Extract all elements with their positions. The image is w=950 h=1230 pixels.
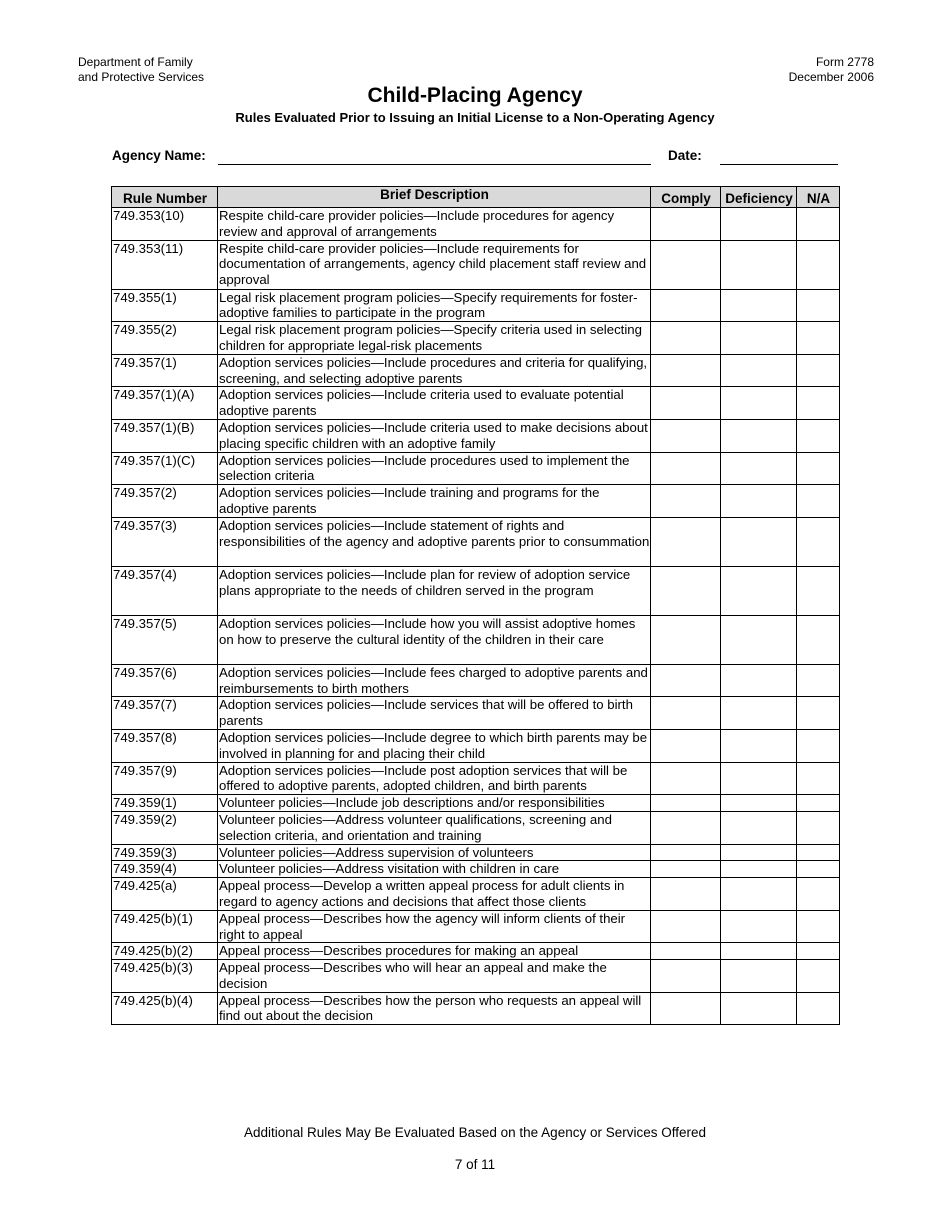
deficiency-cell[interactable] bbox=[721, 452, 797, 485]
table-row bbox=[112, 615, 840, 664]
na-cell[interactable] bbox=[797, 795, 840, 812]
form-info bbox=[789, 55, 874, 84]
rule-number-cell: 749.359(4) bbox=[112, 861, 218, 878]
deficiency-cell[interactable] bbox=[721, 387, 797, 420]
na-cell[interactable] bbox=[797, 208, 840, 241]
table-row bbox=[112, 452, 840, 485]
comply-cell[interactable] bbox=[651, 615, 721, 664]
table-row bbox=[112, 419, 840, 452]
comply-cell[interactable] bbox=[651, 322, 721, 355]
comply-cell[interactable] bbox=[651, 289, 721, 322]
deficiency-cell[interactable] bbox=[721, 960, 797, 993]
na-cell[interactable] bbox=[797, 452, 840, 485]
na-cell[interactable] bbox=[797, 485, 840, 518]
table-row bbox=[112, 910, 840, 943]
comply-cell[interactable] bbox=[651, 485, 721, 518]
comply-cell[interactable] bbox=[651, 697, 721, 730]
column-header-na: N/A bbox=[797, 187, 840, 208]
table-row bbox=[112, 762, 840, 795]
table-row bbox=[112, 992, 840, 1025]
deficiency-cell[interactable] bbox=[721, 419, 797, 452]
comply-cell[interactable] bbox=[651, 208, 721, 241]
rule-number-cell: 749.357(1) bbox=[112, 354, 218, 387]
table-row bbox=[112, 861, 840, 878]
table-row bbox=[112, 322, 840, 355]
rule-number-cell: 749.425(b)(3) bbox=[112, 960, 218, 993]
form-date: December 2006 bbox=[788, 69, 874, 84]
comply-cell[interactable] bbox=[651, 943, 721, 960]
form-number: Form 2778 bbox=[815, 55, 874, 69]
deficiency-cell[interactable] bbox=[721, 517, 797, 566]
page-number: 7 of 11 bbox=[454, 1157, 496, 1172]
description-cell: Volunteer policies—Address supervision of volunteers bbox=[218, 844, 651, 861]
rule-number-cell: 749.359(3) bbox=[112, 844, 218, 861]
department-line-2: and Protective Services bbox=[78, 69, 205, 84]
rule-number-cell: 749.425(b)(2) bbox=[112, 943, 218, 960]
rule-number-cell: 749.357(6) bbox=[112, 664, 218, 697]
comply-cell[interactable] bbox=[651, 354, 721, 387]
description-cell: Adoption services policies—Include procedures and criteria for qualifying, screening, and selecting adoptive parents bbox=[218, 354, 651, 387]
table-row bbox=[112, 240, 840, 289]
comply-cell[interactable] bbox=[651, 861, 721, 878]
comply-cell[interactable] bbox=[651, 878, 721, 911]
comply-cell[interactable] bbox=[651, 844, 721, 861]
rule-number-cell: 749.357(3) bbox=[112, 517, 218, 566]
rule-number-cell: 749.357(1)(A) bbox=[112, 387, 218, 420]
rules-table-body bbox=[112, 208, 840, 1025]
page-title: Child-Placing Agency bbox=[367, 84, 583, 107]
deficiency-cell[interactable] bbox=[721, 811, 797, 844]
comply-cell[interactable] bbox=[651, 795, 721, 812]
description-cell: Volunteer policies—Include job descriptions and/or responsibilities bbox=[218, 795, 651, 812]
table-row bbox=[112, 943, 840, 960]
comply-cell[interactable] bbox=[651, 240, 721, 289]
na-cell[interactable] bbox=[797, 615, 840, 664]
department-line-1: Department of Family bbox=[78, 55, 193, 69]
table-row bbox=[112, 811, 840, 844]
rules-table bbox=[111, 186, 840, 1025]
table-row bbox=[112, 795, 840, 812]
na-cell[interactable] bbox=[797, 697, 840, 730]
rule-number-cell: 749.357(4) bbox=[112, 566, 218, 615]
rule-number-cell: 749.359(2) bbox=[112, 811, 218, 844]
rule-number-cell: 749.357(7) bbox=[112, 697, 218, 730]
na-cell[interactable] bbox=[797, 811, 840, 844]
rule-number-cell: 749.357(8) bbox=[112, 729, 218, 762]
na-cell[interactable] bbox=[797, 387, 840, 420]
na-cell[interactable] bbox=[797, 762, 840, 795]
rule-number-cell: 749.425(b)(1) bbox=[112, 910, 218, 943]
comply-cell[interactable] bbox=[651, 517, 721, 566]
rule-number-cell: 749.353(10) bbox=[112, 208, 218, 241]
na-cell[interactable] bbox=[797, 240, 840, 289]
deficiency-cell[interactable] bbox=[721, 615, 797, 664]
description-cell: Adoption services policies—Include fees charged to adoptive parents and reimbursements to birth mothers bbox=[218, 664, 651, 697]
description-cell: Volunteer policies—Address volunteer qualifications, screening and selection criteria, and orientation and training bbox=[218, 811, 651, 844]
comply-cell[interactable] bbox=[651, 811, 721, 844]
comply-cell[interactable] bbox=[651, 566, 721, 615]
rule-number-cell: 749.357(9) bbox=[112, 762, 218, 795]
description-cell: Adoption services policies—Include how you will assist adoptive homes on how to preserve the cultural identity of the children in their care bbox=[218, 615, 651, 664]
table-row bbox=[112, 387, 840, 420]
description-cell: Appeal process—Describes how the person who requests an appeal will find out about the decision bbox=[218, 992, 651, 1025]
description-cell: Respite child-care provider policies—Include procedures for agency review and approval of arrangements bbox=[218, 208, 651, 241]
deficiency-cell[interactable] bbox=[721, 992, 797, 1025]
table-row bbox=[112, 208, 840, 241]
description-cell: Adoption services policies—Include criteria used to evaluate potential adoptive parents bbox=[218, 387, 651, 420]
column-header-comply: Comply bbox=[651, 187, 721, 208]
description-cell: Legal risk placement program policies—Specify requirements for foster-adoptive families to participate in the program bbox=[218, 289, 651, 322]
description-cell: Adoption services policies—Include training and programs for the adoptive parents bbox=[218, 485, 651, 518]
na-cell[interactable] bbox=[797, 910, 840, 943]
comply-cell[interactable] bbox=[651, 910, 721, 943]
department-name bbox=[78, 55, 204, 84]
description-cell: Appeal process—Describes how the agency will inform clients of their right to appeal bbox=[218, 910, 651, 943]
rule-number-cell: 749.357(5) bbox=[112, 615, 218, 664]
deficiency-cell[interactable] bbox=[721, 729, 797, 762]
column-header-rule-number: Rule Number bbox=[112, 187, 218, 208]
na-cell[interactable] bbox=[797, 354, 840, 387]
rule-number-cell: 749.357(1)(C) bbox=[112, 452, 218, 485]
page-subtitle: Rules Evaluated Prior to Issuing an Initial License to a Non-Operating Agency bbox=[235, 110, 715, 125]
description-cell: Respite child-care provider policies—Include requirements for documentation of arrangements, agency child placement staff review and approval bbox=[218, 240, 651, 289]
comply-cell[interactable] bbox=[651, 729, 721, 762]
table-row bbox=[112, 960, 840, 993]
column-header-deficiency: Deficiency bbox=[721, 187, 797, 208]
table-row bbox=[112, 354, 840, 387]
rule-number-cell: 749.425(b)(4) bbox=[112, 992, 218, 1025]
description-cell: Legal risk placement program policies—Specify criteria used in selecting children for appropriate legal-risk placements bbox=[218, 322, 651, 355]
na-cell[interactable] bbox=[797, 878, 840, 911]
comply-cell[interactable] bbox=[651, 960, 721, 993]
deficiency-cell[interactable] bbox=[721, 910, 797, 943]
na-cell[interactable] bbox=[797, 517, 840, 566]
deficiency-cell[interactable] bbox=[721, 762, 797, 795]
comply-cell[interactable] bbox=[651, 762, 721, 795]
table-row bbox=[112, 566, 840, 615]
comply-cell[interactable] bbox=[651, 664, 721, 697]
na-cell[interactable] bbox=[797, 664, 840, 697]
comply-cell[interactable] bbox=[651, 419, 721, 452]
table-row bbox=[112, 844, 840, 861]
deficiency-cell[interactable] bbox=[721, 485, 797, 518]
column-header-brief-description: Brief Description bbox=[218, 187, 651, 208]
description-cell: Appeal process—Describes procedures for making an appeal bbox=[218, 943, 651, 960]
na-cell[interactable] bbox=[797, 844, 840, 861]
deficiency-cell[interactable] bbox=[721, 795, 797, 812]
na-cell[interactable] bbox=[797, 419, 840, 452]
deficiency-cell[interactable] bbox=[721, 861, 797, 878]
deficiency-cell[interactable] bbox=[721, 208, 797, 241]
na-cell[interactable] bbox=[797, 861, 840, 878]
table-header-row bbox=[112, 187, 840, 208]
rule-number-cell: 749.425(a) bbox=[112, 878, 218, 911]
rule-number-cell: 749.355(2) bbox=[112, 322, 218, 355]
rule-number-cell: 749.355(1) bbox=[112, 289, 218, 322]
description-cell: Adoption services policies—Include procedures used to implement the selection criteria bbox=[218, 452, 651, 485]
comply-cell[interactable] bbox=[651, 387, 721, 420]
table-row bbox=[112, 517, 840, 566]
comply-cell[interactable] bbox=[651, 992, 721, 1025]
na-cell[interactable] bbox=[797, 322, 840, 355]
description-cell: Adoption services policies—Include plan for review of adoption service plans appropriate to the needs of children served in the program bbox=[218, 566, 651, 615]
deficiency-cell[interactable] bbox=[721, 354, 797, 387]
table-row bbox=[112, 289, 840, 322]
date-field[interactable] bbox=[720, 164, 838, 165]
na-cell[interactable] bbox=[797, 943, 840, 960]
deficiency-cell[interactable] bbox=[721, 878, 797, 911]
table-row bbox=[112, 485, 840, 518]
description-cell: Adoption services policies—Include services that will be offered to birth parents bbox=[218, 697, 651, 730]
agency-name-label: Agency Name: bbox=[112, 148, 206, 163]
table-row bbox=[112, 878, 840, 911]
table-row bbox=[112, 697, 840, 730]
description-cell: Adoption services policies—Include criteria used to make decisions about placing specific children with an adoptive family bbox=[218, 419, 651, 452]
table-row bbox=[112, 664, 840, 697]
rule-number-cell: 749.359(1) bbox=[112, 795, 218, 812]
deficiency-cell[interactable] bbox=[721, 664, 797, 697]
comply-cell[interactable] bbox=[651, 452, 721, 485]
na-cell[interactable] bbox=[797, 992, 840, 1025]
na-cell[interactable] bbox=[797, 289, 840, 322]
table-row bbox=[112, 729, 840, 762]
description-cell: Appeal process—Develop a written appeal process for adult clients in regard to agency actions and decisions that affect those clients bbox=[218, 878, 651, 911]
agency-name-field[interactable] bbox=[218, 164, 651, 165]
description-cell: Adoption services policies—Include degree to which birth parents may be involved in planning for and placing their child bbox=[218, 729, 651, 762]
date-label: Date: bbox=[668, 148, 702, 163]
na-cell[interactable] bbox=[797, 566, 840, 615]
deficiency-cell[interactable] bbox=[721, 844, 797, 861]
description-cell: Volunteer policies—Address visitation with children in care bbox=[218, 861, 651, 878]
na-cell[interactable] bbox=[797, 960, 840, 993]
description-cell: Appeal process—Describes who will hear an appeal and make the decision bbox=[218, 960, 651, 993]
description-cell: Adoption services policies—Include statement of rights and responsibilities of the agency and adoptive parents prior to consummation bbox=[218, 517, 651, 566]
deficiency-cell[interactable] bbox=[721, 240, 797, 289]
rule-number-cell: 749.353(11) bbox=[112, 240, 218, 289]
deficiency-cell[interactable] bbox=[721, 943, 797, 960]
deficiency-cell[interactable] bbox=[721, 566, 797, 615]
deficiency-cell[interactable] bbox=[721, 289, 797, 322]
description-cell: Adoption services policies—Include post adoption services that will be offered to adoptive parents, adopted children, and birth parents bbox=[218, 762, 651, 795]
deficiency-cell[interactable] bbox=[721, 322, 797, 355]
rule-number-cell: 749.357(2) bbox=[112, 485, 218, 518]
rule-number-cell: 749.357(1)(B) bbox=[112, 419, 218, 452]
na-cell[interactable] bbox=[797, 729, 840, 762]
deficiency-cell[interactable] bbox=[721, 697, 797, 730]
footer-note: Additional Rules May Be Evaluated Based on the Agency or Services Offered bbox=[243, 1125, 707, 1140]
